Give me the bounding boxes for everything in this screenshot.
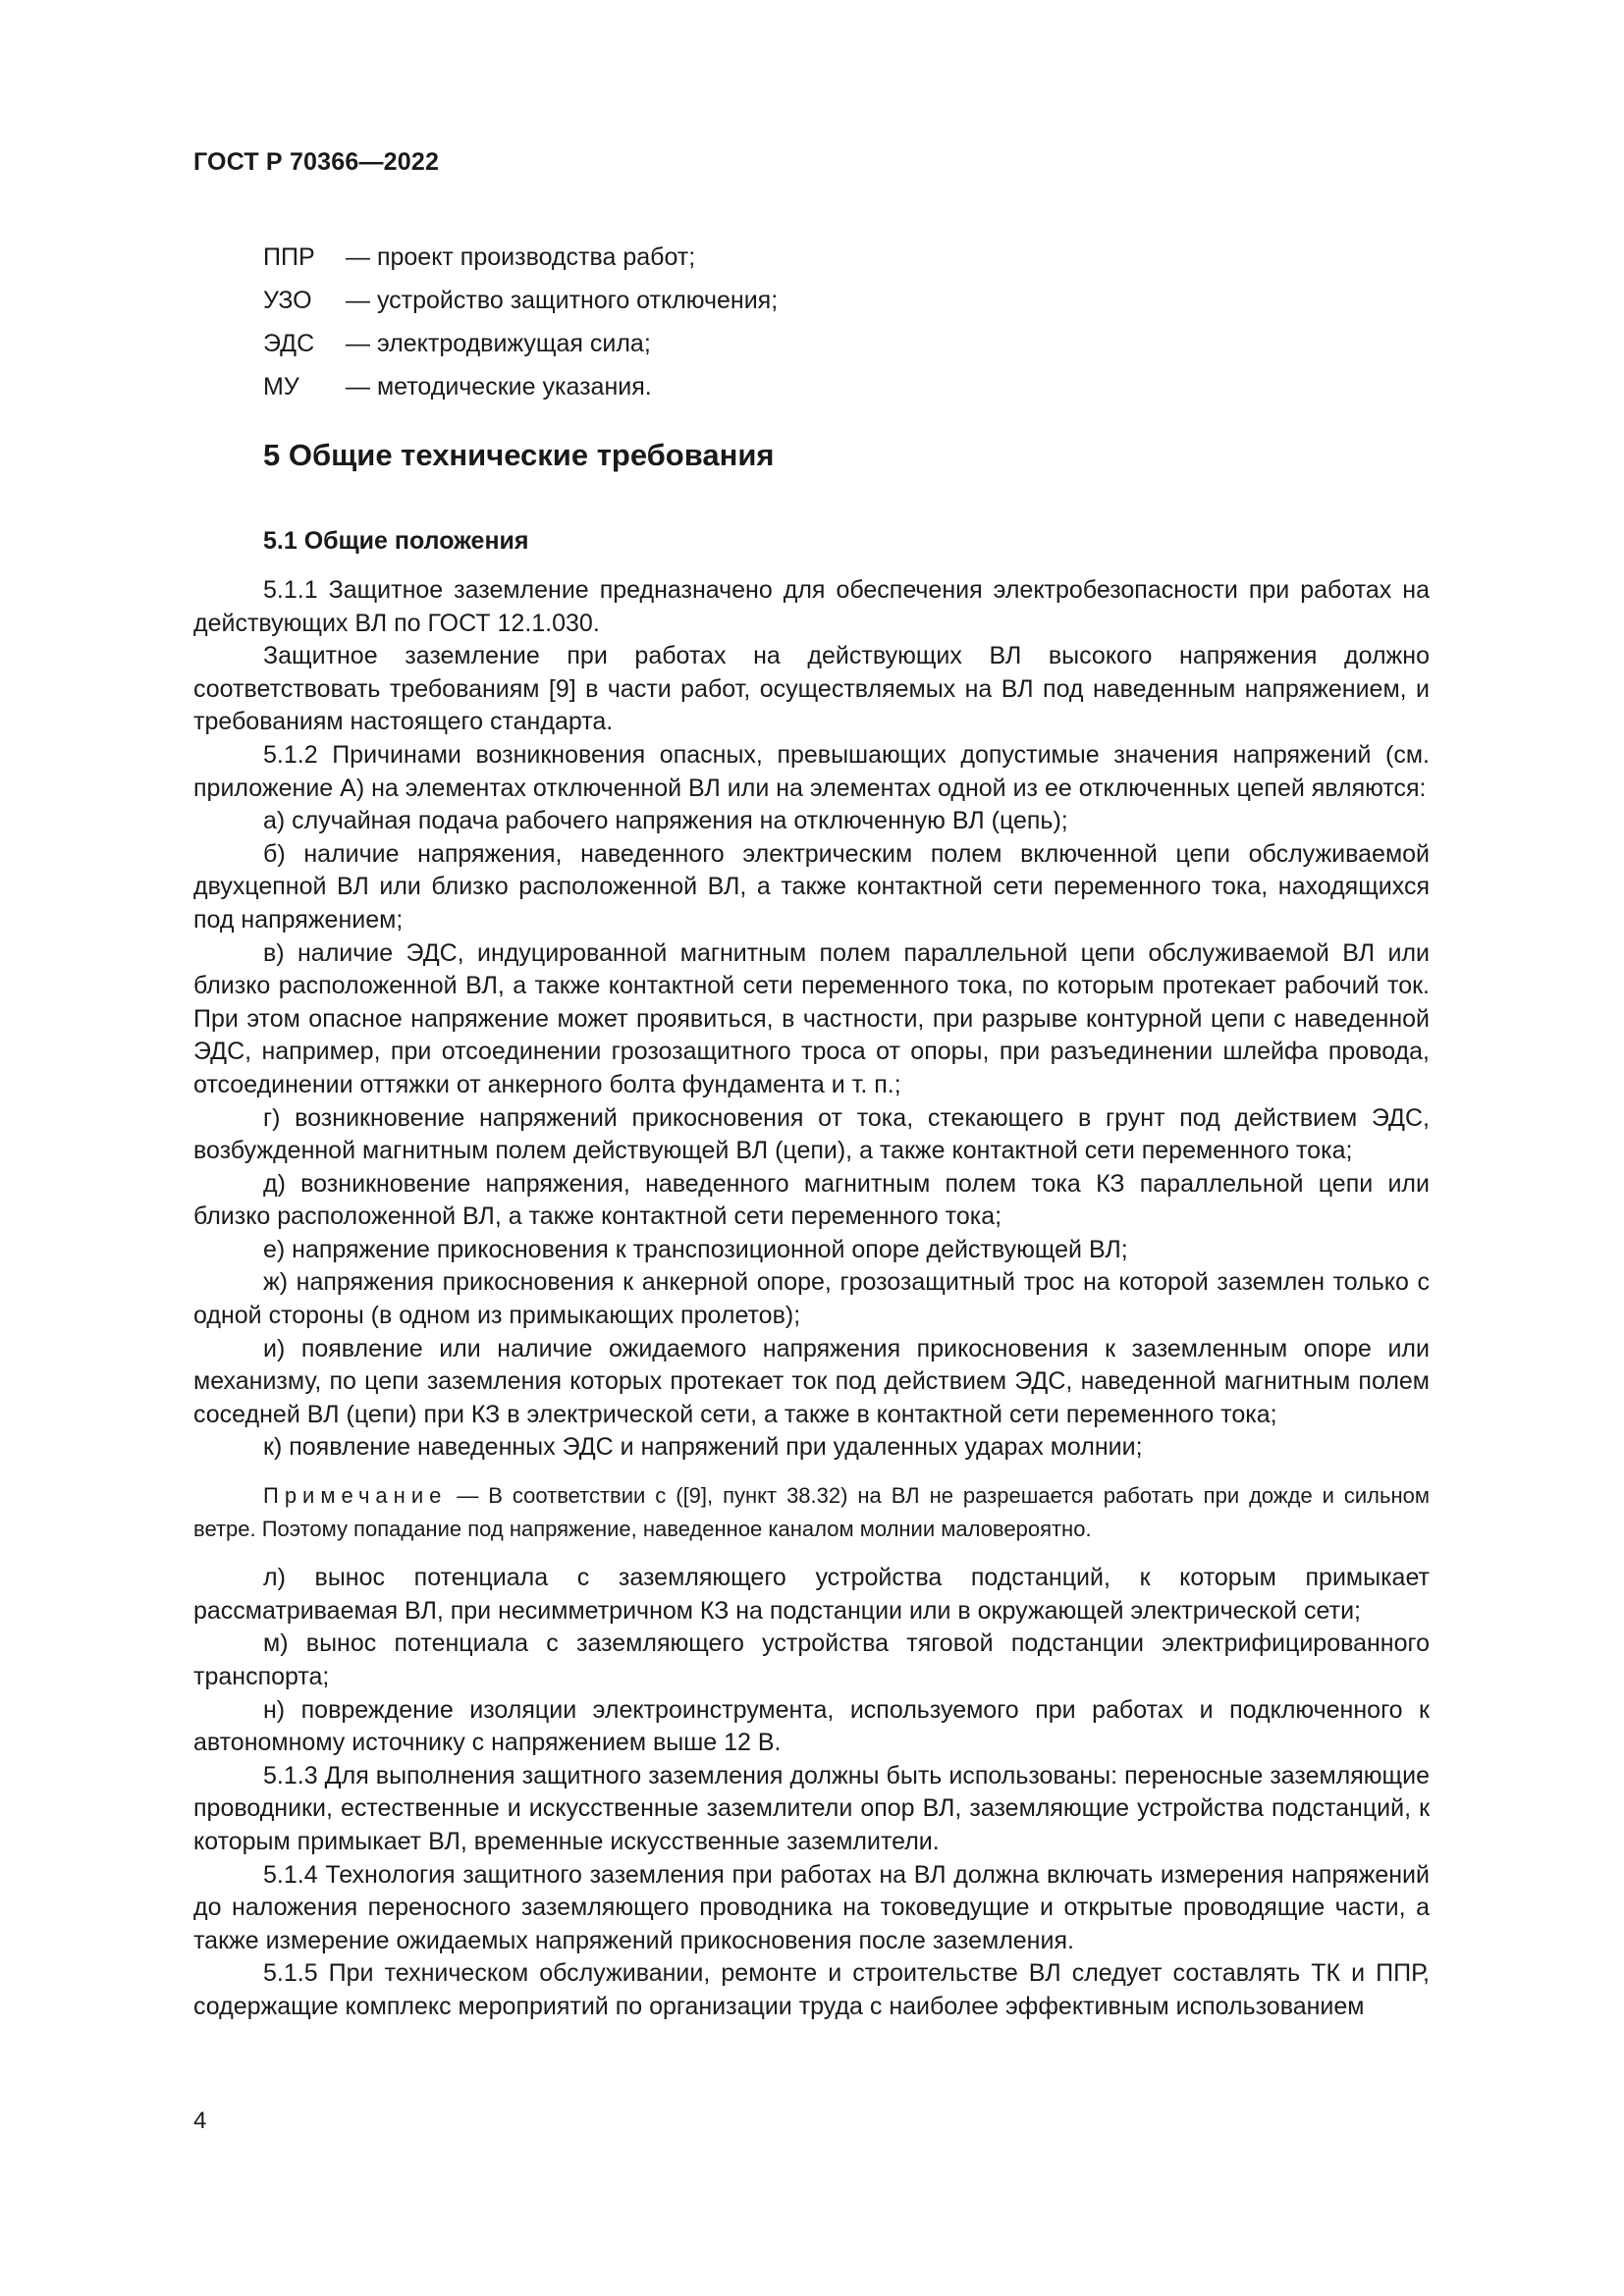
abbreviation-list bbox=[263, 236, 1245, 408]
abbreviation-item bbox=[263, 236, 1245, 279]
abbreviation-definition: — устройство защитного отключения; bbox=[346, 287, 779, 314]
subsection-title: 5.1 Общие положения bbox=[263, 527, 529, 555]
list-item: л) вынос потенциала с заземляющего устройства подстанций, к которым примыкает рассматриваемая ВЛ, при несимметричном КЗ на подстанции или в окружающей электрической сети; bbox=[193, 1564, 1430, 1625]
list-item: а) случайная подача рабочего напряжения на отключенную ВЛ (цепь); bbox=[263, 807, 1068, 835]
list-item: к) появление наведенных ЭДС и напряжений при удаленных ударах молнии; bbox=[263, 1433, 1143, 1462]
list-item: г) возникновение напряжений прикосновения от тока, стекающего в грунт под действием ЭДС, возбужденной магнитным полем действующей ВЛ (цепи), а также контактной сети переменного тока; bbox=[193, 1103, 1430, 1165]
abbreviation-item bbox=[263, 365, 1245, 408]
list-item: н) повреждение изоляции электроинструмента, используемого при работах и подключенного к автономному источнику с напряжением выше 12 В. bbox=[193, 1695, 1430, 1757]
abbreviation-definition: — методические указания. bbox=[346, 373, 652, 400]
paragraph: Защитное заземление при работах на действующих ВЛ высокого напряжения должно соответствовать требованиям [9] в части работ, осуществляемых на ВЛ под наведенным напряжением, и требованиям настоящего стандарта. bbox=[193, 642, 1430, 736]
list-item: м) вынос потенциала с заземляющего устройства тяговой подстанции электрифицированного транспорта; bbox=[193, 1629, 1430, 1690]
list-item: б) наличие напряжения, наведенного электрическим полем включенной цепи обслуживаемой двухцепной ВЛ или близко расположенной ВЛ, а также контактной сети переменного тока, находящихся под напряжением; bbox=[193, 839, 1430, 934]
document-body bbox=[193, 574, 1430, 2024]
list-item: е) напряжение прикосновения к транспозиционной опоре действующей ВЛ; bbox=[263, 1235, 1128, 1263]
abbreviation-term: ЭДС bbox=[263, 330, 315, 357]
list-item: и) появление или наличие ожидаемого напряжения прикосновения к заземленным опоре или механизму, по цепи заземления которых протекает ток под действием ЭДС, наведенной магнитным полем соседней ВЛ (цепи) при КЗ в электрической сети, а также в контактной сети переменного тока; bbox=[193, 1334, 1430, 1428]
abbreviation-term: ППР bbox=[263, 243, 315, 271]
abbreviation-item bbox=[263, 279, 1245, 322]
paragraph: 5.1.4 Технология защитного заземления при работах на ВЛ должна включать измерения напряжений до наложения переносного заземляющего проводника на токоведущие и открытые проводящие части, а также измерение ожидаемых напряжений прикосновения после заземления. bbox=[193, 1860, 1430, 1954]
abbreviation-definition: — электродвижущая сила; bbox=[346, 330, 651, 357]
list-item: ж) напряжения прикосновения к анкерной опоре, грозозащитный трос на которой заземлен только с одной стороны (в одном из примыкающих пролетов); bbox=[193, 1268, 1430, 1330]
abbreviation-term: МУ bbox=[263, 373, 299, 400]
note-text: — В соответствии с ([9], пункт 38.32) на ВЛ не разрешается работать при дожде и сильном ветре. Поэтому попадание под напряжение, наведенное каналом молнии маловероятно. bbox=[193, 1483, 1430, 1541]
list-item: д) возникновение напряжения, наведенного магнитным полем тока КЗ параллельной цепи или близко расположенной ВЛ, а также контактной сети переменного тока; bbox=[193, 1169, 1430, 1231]
paragraph: 5.1.2 Причинами возникновения опасных, превышающих допустимые значения напряжений (см. приложение А) на элементах отключенной ВЛ или на элементах одной из ее отключенных цепей являются: bbox=[193, 740, 1430, 802]
page-number: 4 bbox=[193, 2108, 207, 2134]
note bbox=[193, 1479, 1430, 1545]
paragraph: 5.1.1 Защитное заземление предназначено для обеспечения электробезопасности при работах на действующих ВЛ по ГОСТ 12.1.030. bbox=[193, 576, 1430, 637]
document-header-code: ГОСТ Р 70366—2022 bbox=[193, 148, 440, 176]
abbreviation-item bbox=[263, 322, 1245, 365]
abbreviation-definition: — проект производства работ; bbox=[346, 243, 696, 271]
paragraph: 5.1.5 При техническом обслуживании, ремонте и строительстве ВЛ следует составлять ТК и ППР, содержащие комплекс мероприятий по организации труда с наиболее эффективным использованием bbox=[193, 1959, 1430, 2020]
paragraph: 5.1.3 Для выполнения защитного заземления должны быть использованы: переносные заземляющие проводники, естественные и искусственные заземлители опор ВЛ, заземляющие устройства подстанций, к которым примыкает ВЛ, временные искусственные заземлители. bbox=[193, 1761, 1430, 1855]
section-title: 5 Общие технические требования bbox=[263, 438, 775, 472]
abbreviation-term: УЗО bbox=[263, 287, 312, 314]
note-label: Примечание bbox=[263, 1483, 448, 1509]
list-item: в) наличие ЭДС, индуцированной магнитным полем параллельной цепи обслуживаемой ВЛ или близко расположенной ВЛ, а также контактной сети переменного тока, по которым протекает рабочий ток. При этом опасное напряжение может проявиться, в частности, при разрыве контурной цепи с наведенной ЭДС, например, при отсоединении грозозащитного троса от опоры, при разъединении шлейфа провода, отсоединении оттяжки от анкерного болта фундамента и т. п.; bbox=[193, 938, 1430, 1098]
